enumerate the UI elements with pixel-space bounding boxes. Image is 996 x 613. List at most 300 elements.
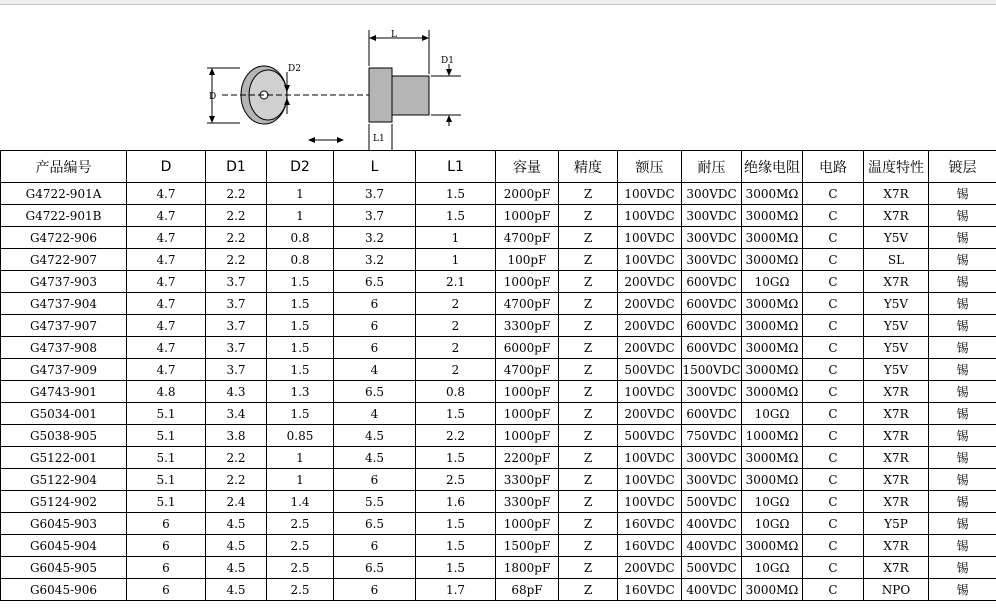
cell-d1: 3.7 xyxy=(206,315,267,337)
cell-capacitance: 4700pF xyxy=(496,359,559,381)
cell-tolerance: Z xyxy=(559,557,618,579)
cell-insulation-resistance: 3000MΩ xyxy=(742,535,803,557)
header-product-code: 产品编号 xyxy=(1,151,127,183)
cell-withstand-voltage: 500VDC xyxy=(682,557,742,579)
cell-temp-characteristic: X7R xyxy=(864,447,929,469)
cell-plating: 锡 xyxy=(929,315,996,337)
cell-product-code: G4722-901A xyxy=(1,183,127,205)
cell-capacitance: 1000pF xyxy=(496,381,559,403)
cell-capacitance: 1000pF xyxy=(496,425,559,447)
cell-withstand-voltage: 300VDC xyxy=(682,249,742,271)
cell-circuit: C xyxy=(803,315,864,337)
cell-temp-characteristic: Y5P xyxy=(864,513,929,535)
cell-d: 4.7 xyxy=(127,315,206,337)
cell-product-code: G4722-907 xyxy=(1,249,127,271)
cell-insulation-resistance: 3000MΩ xyxy=(742,359,803,381)
cell-d2: 1.5 xyxy=(267,337,334,359)
cell-tolerance: Z xyxy=(559,337,618,359)
table-row xyxy=(1,535,996,557)
cell-product-code: G4722-906 xyxy=(1,227,127,249)
table-row xyxy=(1,513,996,535)
cell-rated-voltage: 200VDC xyxy=(618,337,682,359)
cell-d1: 2.2 xyxy=(206,447,267,469)
cell-temp-characteristic: X7R xyxy=(864,469,929,491)
header-circuit: 电路 xyxy=(803,151,864,183)
table-row xyxy=(1,359,996,381)
cell-l1: 1.5 xyxy=(416,513,496,535)
cell-withstand-voltage: 400VDC xyxy=(682,513,742,535)
cell-capacitance: 1000pF xyxy=(496,271,559,293)
cell-d2: 1.5 xyxy=(267,359,334,381)
cell-rated-voltage: 200VDC xyxy=(618,271,682,293)
cell-d2: 1.5 xyxy=(267,403,334,425)
cell-tolerance: Z xyxy=(559,359,618,381)
cell-insulation-resistance: 3000MΩ xyxy=(742,227,803,249)
cell-circuit: C xyxy=(803,513,864,535)
cell-rated-voltage: 200VDC xyxy=(618,293,682,315)
cell-d2: 0.8 xyxy=(267,227,334,249)
cell-tolerance: Z xyxy=(559,513,618,535)
capacitor-dimension-drawing xyxy=(0,4,996,150)
cell-d1: 3.7 xyxy=(206,293,267,315)
cell-capacitance: 1800pF xyxy=(496,557,559,579)
cell-d2: 1 xyxy=(267,469,334,491)
cell-tolerance: Z xyxy=(559,315,618,337)
cell-capacitance: 1500pF xyxy=(496,535,559,557)
cell-d1: 4.5 xyxy=(206,579,267,601)
header-temp-characteristic: 温度特性 xyxy=(864,151,929,183)
spec-table xyxy=(0,150,996,601)
dim-label-d2: D2 xyxy=(288,64,301,74)
cell-product-code: G5034-001 xyxy=(1,403,127,425)
cell-circuit: C xyxy=(803,403,864,425)
cell-insulation-resistance: 3000MΩ xyxy=(742,205,803,227)
cell-temp-characteristic: Y5V xyxy=(864,337,929,359)
cell-temp-characteristic: X7R xyxy=(864,425,929,447)
cell-withstand-voltage: 600VDC xyxy=(682,337,742,359)
cell-insulation-resistance: 3000MΩ xyxy=(742,469,803,491)
cell-l1: 2 xyxy=(416,337,496,359)
cell-plating: 锡 xyxy=(929,425,996,447)
cell-capacitance: 3300pF xyxy=(496,469,559,491)
cell-circuit: C xyxy=(803,271,864,293)
cell-product-code: G4743-901 xyxy=(1,381,127,403)
cell-d1: 3.4 xyxy=(206,403,267,425)
cell-withstand-voltage: 300VDC xyxy=(682,183,742,205)
cell-d1: 3.7 xyxy=(206,359,267,381)
cell-circuit: C xyxy=(803,293,864,315)
cell-d1: 4.5 xyxy=(206,513,267,535)
cell-d: 6 xyxy=(127,535,206,557)
cell-plating: 锡 xyxy=(929,381,996,403)
cell-d2: 2.5 xyxy=(267,513,334,535)
cell-l1: 1.5 xyxy=(416,447,496,469)
cell-l: 6 xyxy=(334,337,416,359)
cell-rated-voltage: 500VDC xyxy=(618,425,682,447)
cell-insulation-resistance: 3000MΩ xyxy=(742,381,803,403)
header-l1: L1 xyxy=(416,151,496,183)
cell-temp-characteristic: NPO xyxy=(864,579,929,601)
cell-plating: 锡 xyxy=(929,579,996,601)
cell-plating: 锡 xyxy=(929,557,996,579)
table-row xyxy=(1,183,996,205)
cell-l1: 1.5 xyxy=(416,557,496,579)
cell-plating: 锡 xyxy=(929,469,996,491)
cell-product-code: G5124-902 xyxy=(1,491,127,513)
cell-d: 4.7 xyxy=(127,205,206,227)
cell-withstand-voltage: 600VDC xyxy=(682,293,742,315)
header-withstand-voltage: 耐压 xyxy=(682,151,742,183)
table-row xyxy=(1,315,996,337)
cell-tolerance: Z xyxy=(559,271,618,293)
cell-tolerance: Z xyxy=(559,469,618,491)
cell-insulation-resistance: 10GΩ xyxy=(742,513,803,535)
cell-l1: 2.5 xyxy=(416,469,496,491)
cell-tolerance: Z xyxy=(559,205,618,227)
cell-d1: 2.2 xyxy=(206,205,267,227)
table-header-row xyxy=(1,151,996,183)
cell-rated-voltage: 100VDC xyxy=(618,469,682,491)
cell-rated-voltage: 100VDC xyxy=(618,227,682,249)
cell-circuit: C xyxy=(803,337,864,359)
cell-insulation-resistance: 3000MΩ xyxy=(742,447,803,469)
cell-tolerance: Z xyxy=(559,403,618,425)
cell-temp-characteristic: X7R xyxy=(864,271,929,293)
table-row xyxy=(1,249,996,271)
cell-d: 5.1 xyxy=(127,491,206,513)
cell-l: 6.5 xyxy=(334,513,416,535)
cell-plating: 锡 xyxy=(929,183,996,205)
cell-l: 6 xyxy=(334,535,416,557)
cell-tolerance: Z xyxy=(559,535,618,557)
cell-product-code: G6045-906 xyxy=(1,579,127,601)
cell-d1: 3.8 xyxy=(206,425,267,447)
cell-capacitance: 6000pF xyxy=(496,337,559,359)
cell-capacitance: 3300pF xyxy=(496,491,559,513)
cell-insulation-resistance: 10GΩ xyxy=(742,271,803,293)
cell-d2: 1.5 xyxy=(267,271,334,293)
cell-d: 4.7 xyxy=(127,337,206,359)
cell-d2: 1.5 xyxy=(267,293,334,315)
cell-d: 4.7 xyxy=(127,293,206,315)
cell-circuit: C xyxy=(803,227,864,249)
cell-l1: 1.5 xyxy=(416,183,496,205)
cell-d1: 3.7 xyxy=(206,337,267,359)
cell-capacitance: 2200pF xyxy=(496,447,559,469)
cell-temp-characteristic: Y5V xyxy=(864,293,929,315)
dim-label-d: D xyxy=(209,92,217,102)
cell-temp-characteristic: X7R xyxy=(864,403,929,425)
dim-label-d1: D1 xyxy=(441,56,454,66)
cell-rated-voltage: 160VDC xyxy=(618,535,682,557)
cell-l1: 2.1 xyxy=(416,271,496,293)
cell-d: 4.7 xyxy=(127,271,206,293)
cell-d2: 2.5 xyxy=(267,535,334,557)
header-d: D xyxy=(127,151,206,183)
cell-l: 6.5 xyxy=(334,271,416,293)
cell-tolerance: Z xyxy=(559,183,618,205)
table-row xyxy=(1,579,996,601)
cell-product-code: G5122-001 xyxy=(1,447,127,469)
cell-plating: 锡 xyxy=(929,249,996,271)
header-capacitance: 容量 xyxy=(496,151,559,183)
table-row xyxy=(1,557,996,579)
cell-withstand-voltage: 1500VDC xyxy=(682,359,742,381)
cell-rated-voltage: 100VDC xyxy=(618,249,682,271)
cell-d: 4.7 xyxy=(127,359,206,381)
cell-d2: 1.3 xyxy=(267,381,334,403)
cell-plating: 锡 xyxy=(929,227,996,249)
cell-l: 5.5 xyxy=(334,491,416,513)
cell-product-code: G5122-904 xyxy=(1,469,127,491)
cell-insulation-resistance: 10GΩ xyxy=(742,491,803,513)
cell-d: 4.8 xyxy=(127,381,206,403)
cell-plating: 锡 xyxy=(929,491,996,513)
table-row xyxy=(1,403,996,425)
cell-product-code: G4737-907 xyxy=(1,315,127,337)
cell-withstand-voltage: 500VDC xyxy=(682,491,742,513)
cell-d1: 2.2 xyxy=(206,249,267,271)
cell-plating: 锡 xyxy=(929,337,996,359)
cell-insulation-resistance: 10GΩ xyxy=(742,403,803,425)
cell-circuit: C xyxy=(803,359,864,381)
cell-product-code: G5038-905 xyxy=(1,425,127,447)
cell-rated-voltage: 100VDC xyxy=(618,447,682,469)
cell-d1: 4.5 xyxy=(206,557,267,579)
cell-capacitance: 1000pF xyxy=(496,205,559,227)
cell-withstand-voltage: 300VDC xyxy=(682,227,742,249)
cell-product-code: G6045-905 xyxy=(1,557,127,579)
table-row xyxy=(1,447,996,469)
cell-circuit: C xyxy=(803,469,864,491)
cell-l1: 1.5 xyxy=(416,535,496,557)
cell-l: 3.2 xyxy=(334,227,416,249)
cell-rated-voltage: 200VDC xyxy=(618,403,682,425)
dimension-diagram-svg xyxy=(0,4,996,150)
cell-circuit: C xyxy=(803,491,864,513)
cell-rated-voltage: 160VDC xyxy=(618,513,682,535)
cell-withstand-voltage: 300VDC xyxy=(682,205,742,227)
cell-rated-voltage: 100VDC xyxy=(618,491,682,513)
cell-insulation-resistance: 3000MΩ xyxy=(742,183,803,205)
cell-product-code: G6045-904 xyxy=(1,535,127,557)
dim-label-l: L xyxy=(391,30,397,40)
cell-circuit: C xyxy=(803,205,864,227)
cell-rated-voltage: 200VDC xyxy=(618,557,682,579)
cell-d2: 2.5 xyxy=(267,579,334,601)
header-l: L xyxy=(334,151,416,183)
cell-temp-characteristic: X7R xyxy=(864,183,929,205)
cell-plating: 锡 xyxy=(929,293,996,315)
header-d2: D2 xyxy=(267,151,334,183)
cell-circuit: C xyxy=(803,535,864,557)
table-row xyxy=(1,271,996,293)
header-d1: D1 xyxy=(206,151,267,183)
cell-l: 4 xyxy=(334,403,416,425)
cell-d: 6 xyxy=(127,579,206,601)
cell-l: 6 xyxy=(334,293,416,315)
cell-circuit: C xyxy=(803,447,864,469)
cell-insulation-resistance: 3000MΩ xyxy=(742,579,803,601)
cell-d1: 4.3 xyxy=(206,381,267,403)
cell-d: 4.7 xyxy=(127,227,206,249)
cell-temp-characteristic: Y5V xyxy=(864,227,929,249)
cell-rated-voltage: 100VDC xyxy=(618,205,682,227)
cell-d2: 1.5 xyxy=(267,315,334,337)
cell-d2: 1 xyxy=(267,447,334,469)
cell-l1: 2 xyxy=(416,359,496,381)
cell-d1: 2.4 xyxy=(206,491,267,513)
cell-plating: 锡 xyxy=(929,403,996,425)
cell-temp-characteristic: X7R xyxy=(864,491,929,513)
header-insulation-resistance: 绝缘电阻 xyxy=(742,151,803,183)
cell-product-code: G4737-904 xyxy=(1,293,127,315)
cell-capacitance: 4700pF xyxy=(496,227,559,249)
cell-withstand-voltage: 300VDC xyxy=(682,447,742,469)
cell-l1: 1 xyxy=(416,227,496,249)
cell-d1: 4.5 xyxy=(206,535,267,557)
cell-rated-voltage: 200VDC xyxy=(618,315,682,337)
cell-product-code: G4737-909 xyxy=(1,359,127,381)
cell-temp-characteristic: X7R xyxy=(864,557,929,579)
cell-l1: 2.2 xyxy=(416,425,496,447)
cell-l1: 0.8 xyxy=(416,381,496,403)
cell-capacitance: 1000pF xyxy=(496,513,559,535)
cell-temp-characteristic: Y5V xyxy=(864,315,929,337)
cell-withstand-voltage: 300VDC xyxy=(682,469,742,491)
cell-withstand-voltage: 600VDC xyxy=(682,403,742,425)
cell-tolerance: Z xyxy=(559,447,618,469)
cell-rated-voltage: 500VDC xyxy=(618,359,682,381)
cell-l1: 2 xyxy=(416,293,496,315)
cell-capacitance: 4700pF xyxy=(496,293,559,315)
header-plating: 镀层 xyxy=(929,151,996,183)
cell-d2: 1 xyxy=(267,205,334,227)
cell-d2: 1 xyxy=(267,183,334,205)
cell-l1: 1.6 xyxy=(416,491,496,513)
cell-d1: 2.2 xyxy=(206,227,267,249)
cell-l1: 1.5 xyxy=(416,403,496,425)
table-row xyxy=(1,491,996,513)
cell-l: 6 xyxy=(334,469,416,491)
header-tolerance: 精度 xyxy=(559,151,618,183)
cell-l: 6.5 xyxy=(334,381,416,403)
cell-insulation-resistance: 3000MΩ xyxy=(742,337,803,359)
dim-label-l1: L1 xyxy=(373,134,385,144)
cell-l1: 1.5 xyxy=(416,205,496,227)
cell-product-code: G6045-903 xyxy=(1,513,127,535)
cell-product-code: G4737-908 xyxy=(1,337,127,359)
cell-l: 3.7 xyxy=(334,183,416,205)
cell-l: 4 xyxy=(334,359,416,381)
cell-d: 6 xyxy=(127,513,206,535)
cell-withstand-voltage: 600VDC xyxy=(682,315,742,337)
cell-withstand-voltage: 300VDC xyxy=(682,381,742,403)
cell-circuit: C xyxy=(803,425,864,447)
cell-withstand-voltage: 750VDC xyxy=(682,425,742,447)
cell-insulation-resistance: 3000MΩ xyxy=(742,315,803,337)
cell-d: 5.1 xyxy=(127,425,206,447)
cell-tolerance: Z xyxy=(559,491,618,513)
cell-plating: 锡 xyxy=(929,271,996,293)
cell-d: 6 xyxy=(127,557,206,579)
table-row xyxy=(1,381,996,403)
cell-insulation-resistance: 10GΩ xyxy=(742,557,803,579)
cell-product-code: G4722-901B xyxy=(1,205,127,227)
header-rated-voltage: 额压 xyxy=(618,151,682,183)
cell-d: 5.1 xyxy=(127,447,206,469)
cell-tolerance: Z xyxy=(559,249,618,271)
cell-l: 4.5 xyxy=(334,447,416,469)
cell-rated-voltage: 100VDC xyxy=(618,183,682,205)
cell-temp-characteristic: SL xyxy=(864,249,929,271)
cell-l: 6 xyxy=(334,579,416,601)
cell-d2: 2.5 xyxy=(267,557,334,579)
cell-product-code: G4737-903 xyxy=(1,271,127,293)
table-row xyxy=(1,293,996,315)
table-row xyxy=(1,205,996,227)
cell-d: 4.7 xyxy=(127,183,206,205)
cell-insulation-resistance: 3000MΩ xyxy=(742,249,803,271)
cell-capacitance: 1000pF xyxy=(496,403,559,425)
cell-circuit: C xyxy=(803,249,864,271)
cell-temp-characteristic: Y5V xyxy=(864,359,929,381)
cell-l: 3.7 xyxy=(334,205,416,227)
cell-l1: 1.7 xyxy=(416,579,496,601)
cell-d2: 1.4 xyxy=(267,491,334,513)
cell-withstand-voltage: 600VDC xyxy=(682,271,742,293)
cell-capacitance: 2000pF xyxy=(496,183,559,205)
cell-plating: 锡 xyxy=(929,447,996,469)
cell-circuit: C xyxy=(803,183,864,205)
cell-plating: 锡 xyxy=(929,513,996,535)
cell-d2: 0.85 xyxy=(267,425,334,447)
cell-plating: 锡 xyxy=(929,359,996,381)
cell-tolerance: Z xyxy=(559,425,618,447)
cell-l: 6 xyxy=(334,315,416,337)
cell-d1: 2.2 xyxy=(206,183,267,205)
cell-rated-voltage: 160VDC xyxy=(618,579,682,601)
table-row xyxy=(1,337,996,359)
cell-plating: 锡 xyxy=(929,205,996,227)
cell-l: 6.5 xyxy=(334,557,416,579)
cell-withstand-voltage: 400VDC xyxy=(682,579,742,601)
cell-tolerance: Z xyxy=(559,293,618,315)
cell-plating: 锡 xyxy=(929,535,996,557)
cell-d: 4.7 xyxy=(127,249,206,271)
cell-d1: 3.7 xyxy=(206,271,267,293)
side-view xyxy=(308,30,461,150)
cell-d: 5.1 xyxy=(127,403,206,425)
cell-l1: 1 xyxy=(416,249,496,271)
cell-capacitance: 3300pF xyxy=(496,315,559,337)
table-row xyxy=(1,425,996,447)
cell-capacitance: 100pF xyxy=(496,249,559,271)
cell-l: 4.5 xyxy=(334,425,416,447)
table-row xyxy=(1,227,996,249)
cell-d2: 0.8 xyxy=(267,249,334,271)
cell-capacitance: 68pF xyxy=(496,579,559,601)
cell-d1: 2.2 xyxy=(206,469,267,491)
cell-d: 5.1 xyxy=(127,469,206,491)
cell-l1: 2 xyxy=(416,315,496,337)
cell-circuit: C xyxy=(803,381,864,403)
cell-l: 3.2 xyxy=(334,249,416,271)
table-row xyxy=(1,469,996,491)
cell-withstand-voltage: 400VDC xyxy=(682,535,742,557)
cell-insulation-resistance: 3000MΩ xyxy=(742,293,803,315)
cell-tolerance: Z xyxy=(559,579,618,601)
